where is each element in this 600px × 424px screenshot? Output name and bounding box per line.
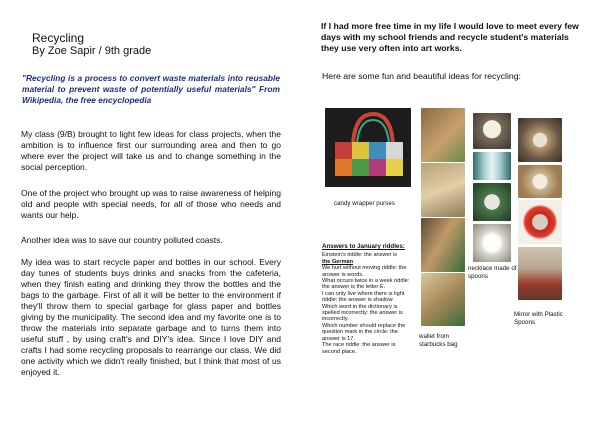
paragraph-class-ideas: My class (9/B) brought to light few ideas for class projects, when the ambition is to influence first our surrounding area and then to go where ever the project will take us and to change something in the social perception. [21,129,281,172]
article-title: Recycling [32,31,85,45]
wallet-photo-2 [421,163,465,217]
purse-icon [325,108,411,187]
riddle-answers [322,244,414,355]
riddle-einstein: Einstein's riddle: the answer is [322,252,398,259]
riddles-heading: Answers to January riddles: [322,243,405,250]
wikipedia-quote: "Recycling is a process to convert waste materials into reusable material to prevent waste of potentially useful materials" From Wikipedia, the free encyclopedia [22,73,280,105]
riddle-letter-e: What occurs twice in a week riddle: the answer is the letter E. [322,278,410,291]
spoon-necklace-photo-3 [473,183,511,221]
caption-candy-wrapper: candy wrapper purses [334,200,395,207]
mirror-photo-2 [518,165,562,198]
spoon-necklace-photo-1 [473,113,511,149]
caption-wallet: wallet from starbucks bag [419,333,458,348]
wallet-photo-4 [421,273,465,326]
ideas-heading: Here are some fun and beautiful ideas for recycling: [322,71,521,81]
mirror-photo-3 [518,200,562,244]
paragraph-helping-project: One of the project who brought up was to raise awareness of helping old and people with special needs, for all of those who needs and wants our help. [21,188,281,220]
caption-mirror: Mirror with Plastic Spoons [514,311,563,326]
spoon-necklace-photo-4 [473,224,511,262]
mirror-photo-1 [518,118,562,162]
article-byline: By Zoe Sapir / 9th grade [32,45,152,57]
right-page [300,0,600,424]
riddle-einstein-answer: the German [322,258,354,265]
candy-wrapper-purse-photo [325,108,411,187]
wallet-photo-1 [421,108,465,162]
mirror-photo-4 [518,247,562,300]
free-time-paragraph: If I had more free time in my life I would love to meet every few days with my school friends and recycle student's materials they use very often into art works. [321,21,579,53]
spoon-necklace-photo-2 [473,152,511,180]
riddle-shadow: I can only live where there is light riddle: the answer is shadow. [322,290,405,304]
paragraph-my-idea: My idea was to start recycle paper and bottles in our school. Every day tunes of students buys drinks and snacks from the cafeteria, when they finish eating and drinking they throw the bottles and the bags to the garbage. First of all it will be better to the environment if they'll throw them to special garbage for glass paper and bottles giving by the municipality. The second idea and my favorite one is to throw the materials into separate garbage and to turns them into useful stuff , by using craft's and DIY's idea. Since I love DIY and crafts I had some recycling proposals to rearrange our class. We did one activity which we didn't really finished, but I think that most of us enjoyed it. [21,257,281,377]
riddle-race: The race riddle: the answer is second place. [322,342,396,355]
riddle-number: Which number should replace the question mark in the circle: the answer is 17. [322,322,406,342]
wallet-photo-3 [421,218,465,272]
riddle-words: We hurt without moving riddle: the answer is words. [322,265,407,278]
riddle-incorrectly: Which word in the dictionary is spelled incorrectly: the answer is incorrectly. [322,303,403,323]
caption-spoon-necklace: necklace made of spoons [468,265,517,280]
paragraph-coasts: Another idea was to save our country polluted coasts. [21,235,223,245]
